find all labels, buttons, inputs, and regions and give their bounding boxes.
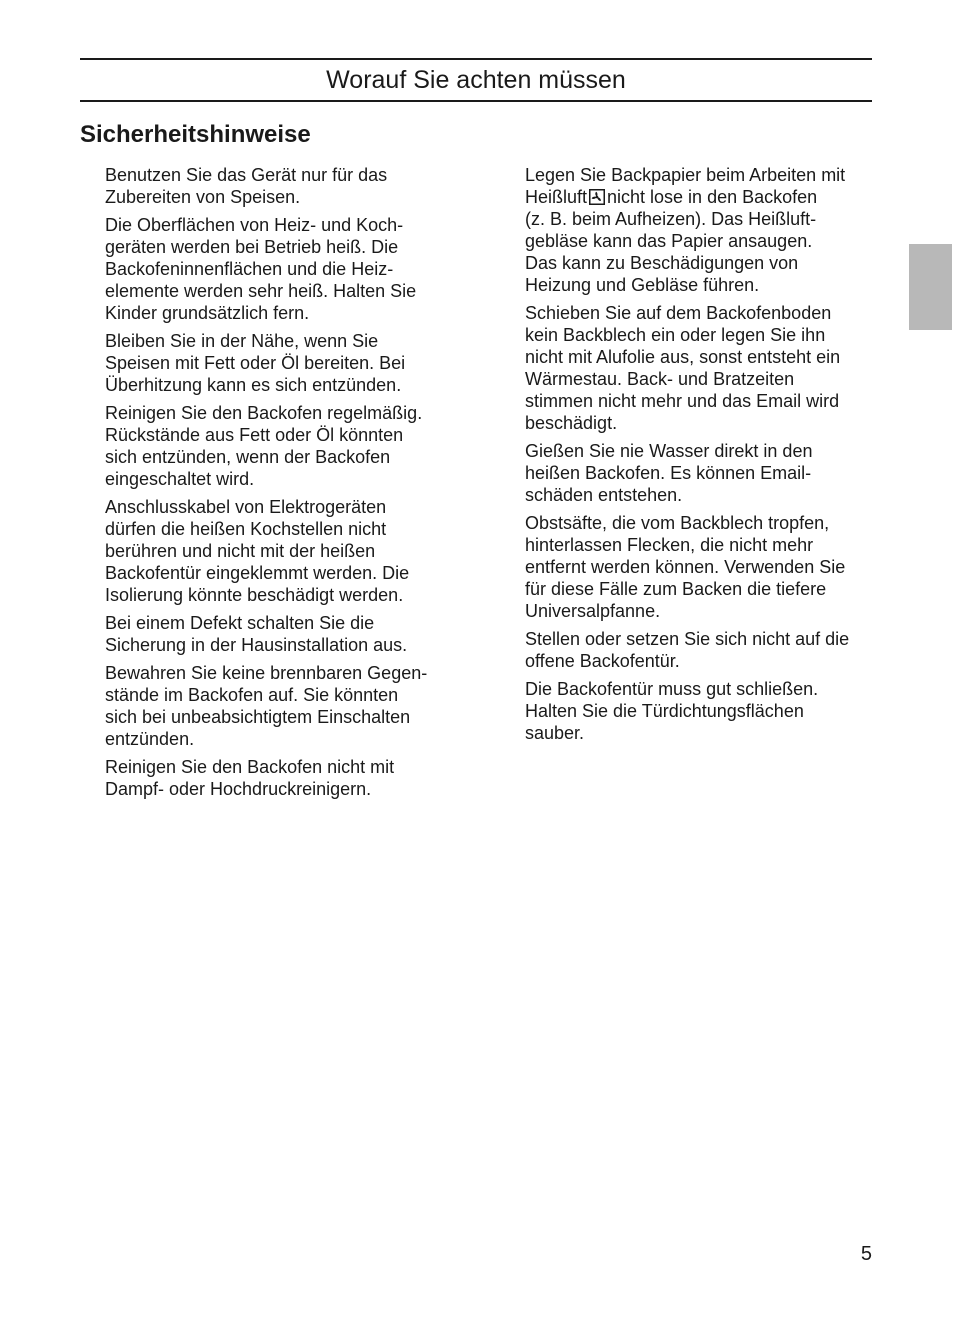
chapter-tab-marker: [909, 244, 952, 330]
paragraph: Reinigen Sie den Backofen nicht mit Dampf- oder Hochdruckreinigern.: [105, 757, 395, 799]
paragraph: Die Backofentür muss gut schließen. Halten Sie die Türdichtungsflächen sauber.: [525, 679, 819, 743]
paragraph-backpapier: [525, 164, 877, 296]
section-title: Sicherheitshinweise: [80, 121, 311, 148]
left-column: [105, 164, 457, 806]
paragraph-line: Legen Sie Backpapier beim Arbeiten mit: [525, 165, 846, 185]
page-header-title: Worauf Sie achten müssen: [326, 66, 626, 94]
paragraph: Gießen Sie nie Wasser direkt in den heißen Backofen. Es können Email- schäden entstehen.: [525, 441, 813, 505]
paragraph: Stellen oder setzen Sie sich nicht auf die offene Backofentür.: [525, 629, 850, 671]
paragraph-line: (z. B. beim Aufheizen). Das Heißluft- gebläse kann das Papier ansaugen. Das kann zu Beschädigungen von Heizung und Gebläse führen.: [525, 209, 817, 295]
paragraph: Schieben Sie auf dem Backofenboden kein Backblech ein oder legen Sie ihn nicht mit Alufolie aus, sonst entsteht ein Wärmestau. Back- und Bratzeiten stimmen nicht mehr und das Email wird beschädigt.: [525, 303, 841, 433]
paragraph: Benutzen Sie das Gerät nur für das Zubereiten von Speisen.: [105, 165, 388, 207]
paragraph: Bewahren Sie keine brennbaren Gegen- stände im Backofen auf. Sie könnten sich bei unbeabsichtigtem Einschalten entzünden.: [105, 663, 428, 749]
fan-icon: [589, 189, 605, 205]
paragraph: Bei einem Defekt schalten Sie die Sicherung in der Hausinstallation aus.: [105, 613, 408, 655]
page-number: 5: [860, 1243, 872, 1265]
paragraph: Bleiben Sie in der Nähe, wenn Sie Speisen mit Fett oder Öl bereiten. Bei Überhitzung kann es sich entzünden.: [105, 331, 406, 395]
paragraph: Die Oberflächen von Heiz- und Koch- geräten werden bei Betrieb heiß. Die Backofeninnenflächen und die Heiz- elemente werden sehr heiß. Halten Sie Kinder grundsätzlich fern.: [105, 215, 417, 323]
paragraph-text: nicht lose in den Backofen: [607, 187, 818, 207]
paragraph-line-with-icon: [525, 186, 877, 208]
paragraph-text: Heißluft: [525, 187, 588, 207]
paragraph: Obstsäfte, die vom Backblech tropfen, hinterlassen Flecken, die nicht mehr entfernt werden können. Verwenden Sie für diese Fälle zum Backen die tiefere Universalpfanne.: [525, 513, 846, 621]
page-header: [80, 58, 872, 102]
paragraph: Anschlusskabel von Elektrogeräten dürfen die heißen Kochstellen nicht berühren und nicht mit der heißen Backofentür eingeklemmt werden. Die Isolierung könnte beschädigt werden.: [105, 497, 410, 605]
right-column: [525, 164, 877, 750]
paragraph: Reinigen Sie den Backofen regelmäßig. Rückstände aus Fett oder Öl könnten sich entzünden, wenn der Backofen eingeschaltet wird.: [105, 403, 423, 489]
